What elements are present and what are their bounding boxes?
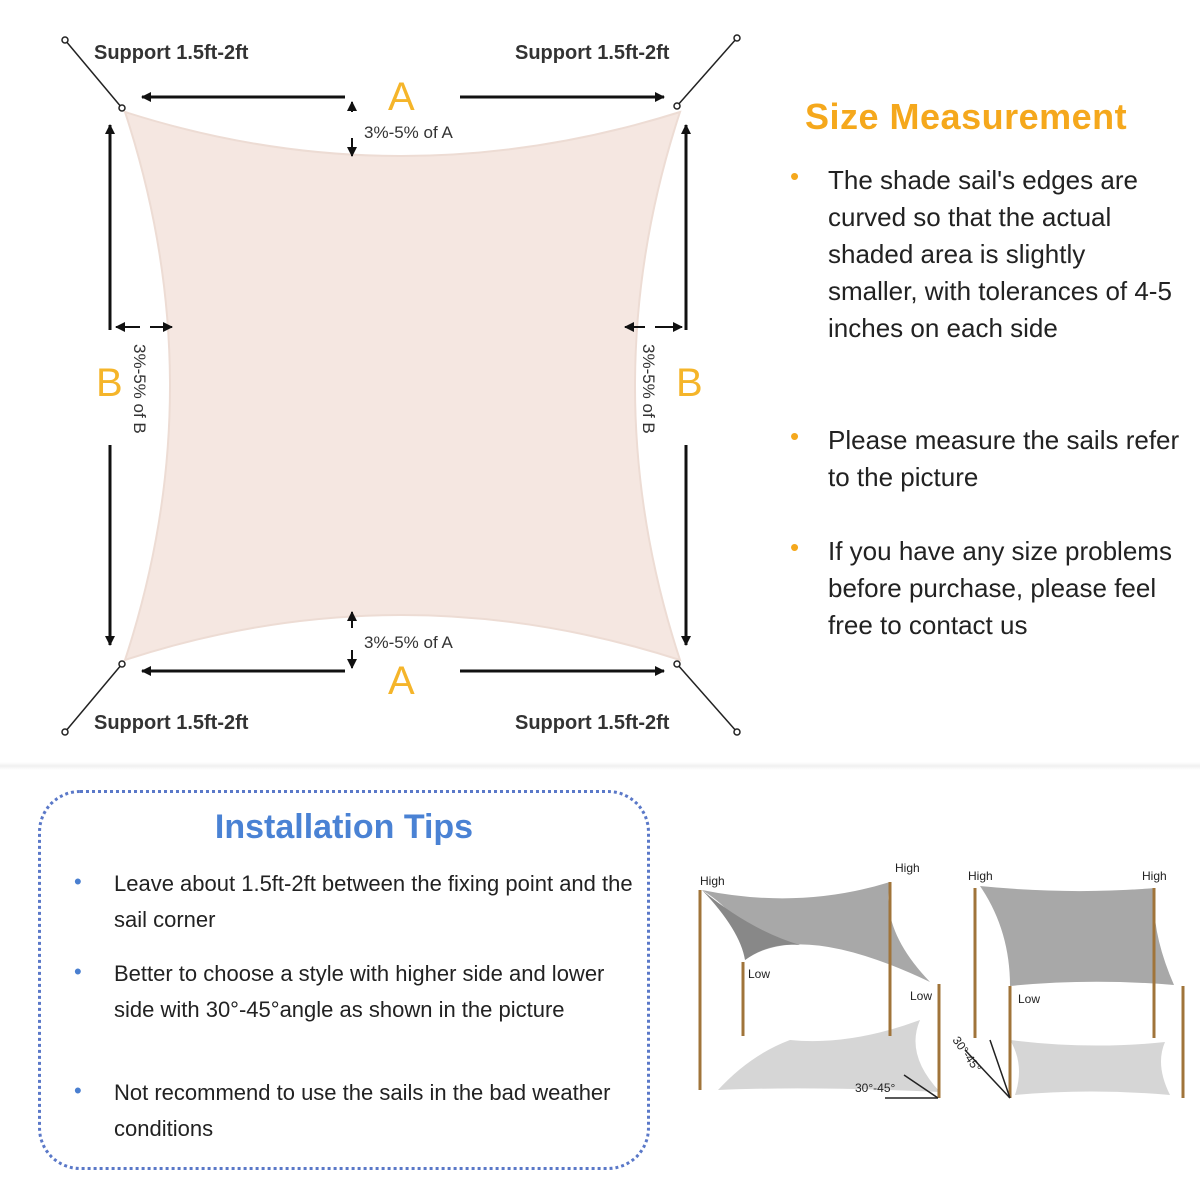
sag-a-label-bottom: 3%-5% of A	[364, 633, 453, 652]
side-b-label-left: B	[96, 361, 123, 405]
flat-sail-illustration	[950, 869, 1183, 1098]
bullet-dot-icon: •	[790, 421, 800, 451]
support-label-top-left: Support 1.5ft-2ft	[94, 42, 249, 64]
sag-b-label-right: 3%-5% of B	[639, 344, 658, 434]
tip-bullet: • Not recommend to use the sails in the bad weather conditions	[74, 1075, 634, 1147]
side-a-label-bottom: A	[388, 659, 415, 703]
high-label: High	[1142, 869, 1167, 883]
bullet-dot-icon: •	[74, 869, 82, 894]
sail-dimension-diagram	[0, 0, 760, 760]
tip-bullet: • Leave about 1.5ft-2ft between the fixing point and the sail corner	[74, 866, 634, 938]
high-label: High	[700, 874, 725, 888]
bullet-dot-icon: •	[790, 161, 800, 191]
size-bullet: • The shade sail's edges are curved so that the actual shaded area is slightly smaller, with tolerances of 4-5 inches on each side	[790, 162, 1180, 347]
section-divider	[0, 762, 1200, 770]
low-label: Low	[910, 989, 933, 1003]
installation-tips-title: Installation Tips	[214, 808, 474, 846]
low-label: Low	[1018, 992, 1041, 1006]
tip-bullet: • Better to choose a style with higher side and lower side with 30°-45°angle as shown in the picture	[74, 956, 634, 1028]
twisted-sail-illustration	[700, 861, 940, 1098]
sail-shape	[125, 112, 680, 660]
angle-label: 30°-45°	[855, 1081, 896, 1095]
angle-label: 30°-45°	[949, 1033, 985, 1075]
installation-illustrations	[690, 850, 1190, 1110]
support-label-top-right: Support 1.5ft-2ft	[515, 42, 670, 64]
side-a-label-top: A	[388, 75, 415, 119]
bullet-dot-icon: •	[74, 1078, 82, 1103]
high-label: High	[895, 861, 920, 875]
low-label: Low	[748, 967, 771, 981]
bullet-dot-icon: •	[74, 959, 82, 984]
side-b-label-right: B	[676, 361, 703, 405]
support-label-bottom-left: Support 1.5ft-2ft	[94, 712, 249, 734]
support-label-bottom-right: Support 1.5ft-2ft	[515, 712, 670, 734]
high-label: High	[968, 869, 993, 883]
size-bullet: • If you have any size problems before purchase, please feel free to contact us	[790, 533, 1180, 644]
size-bullet: • Please measure the sails refer to the picture	[790, 422, 1180, 496]
bullet-dot-icon: •	[790, 532, 800, 562]
size-measurement-title: Size Measurement	[805, 96, 1128, 137]
sag-b-label-left: 3%-5% of B	[130, 344, 149, 434]
sag-a-label-top: 3%-5% of A	[364, 123, 453, 142]
